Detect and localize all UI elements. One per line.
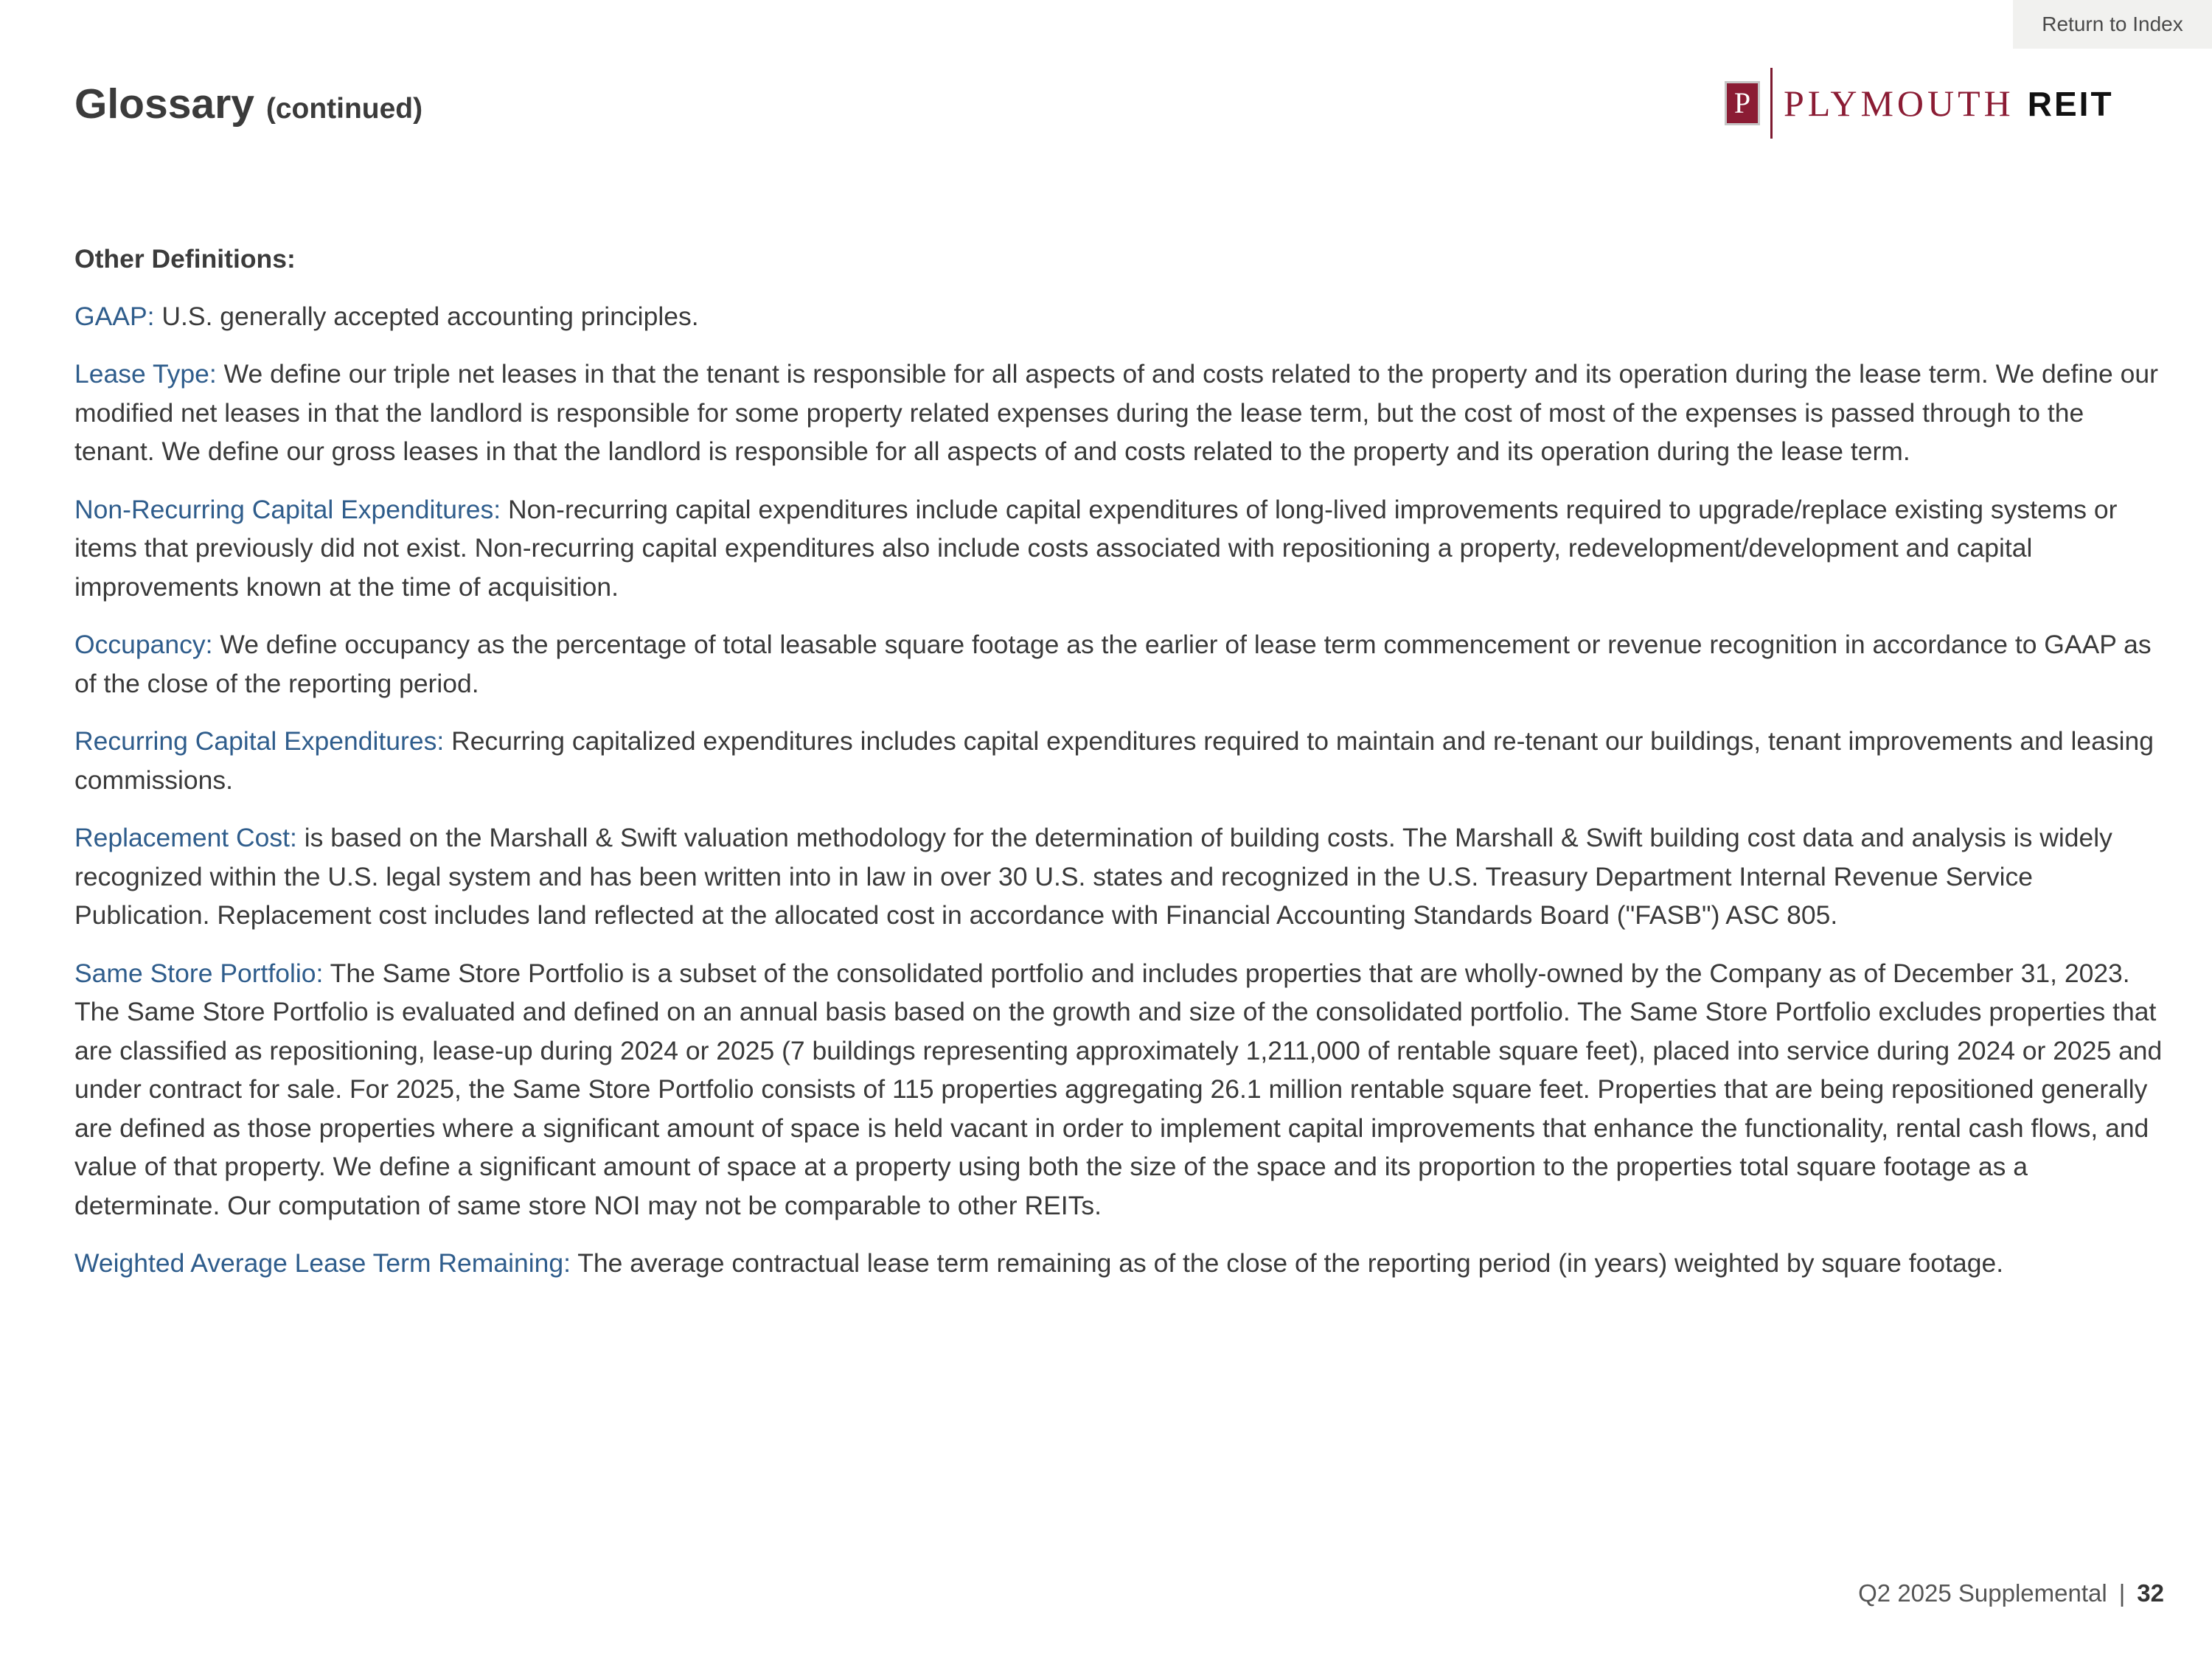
definition-text: Recurring capitalized expenditures includes capital expenditures required to maintain and re-tenant our buildings, tenant improvements and leasing commissions.: [74, 726, 2154, 795]
page-footer: [1858, 1579, 2164, 1607]
page-title-text: Glossary: [74, 80, 254, 128]
company-logo: [1722, 68, 2164, 139]
definition-text: Non-recurring capital expenditures include capital expenditures of long-lived improvements required to upgrade/replace existing systems or items that previously did not exist. Non-recurring capital expenditures also include costs associated with repositioning a property, redevelopment/development and capital improvements known at the time of acquisition.: [74, 494, 2118, 602]
definition-lease-type: [74, 355, 2168, 471]
footer-separator: |: [2118, 1579, 2126, 1607]
logo-mark-icon: P: [1725, 81, 1760, 125]
definition-walt: [74, 1244, 2168, 1283]
definition-term: Replacement Cost:: [74, 823, 297, 852]
page-title: [74, 80, 422, 128]
logo-divider: [1770, 68, 1773, 139]
definition-term: GAAP:: [74, 301, 155, 331]
definition-term: Non-Recurring Capital Expenditures:: [74, 494, 501, 524]
logo-wordmark: [1784, 81, 2114, 126]
definition-term: Lease Type:: [74, 359, 217, 389]
definition-text: We define occupancy as the percentage of total leasable square footage as the earlier of lease term commencement or revenue recognition in accordance to GAAP as of the close of the reporting period.: [74, 630, 2152, 698]
definition-replacement-cost: [74, 818, 2168, 935]
definition-term: Occupancy:: [74, 630, 213, 659]
definition-text: U.S. generally accepted accounting principles.: [161, 301, 699, 331]
glossary-content: [74, 240, 2168, 1302]
definition-gaap: [74, 297, 2168, 336]
definition-occupancy: [74, 625, 2168, 703]
definition-text: The Same Store Portfolio is a subset of the consolidated portfolio and includes properties that are wholly-owned by the Company as of December 31, 2023. The Same Store Portfolio is evaluated and defined on an annual basis based on the growth and size of the consolidated portfolio. The Same Store Portfolio excludes properties that are classified as repositioning, lease-up during 2024 or 2025 (7 buildings representing approximately 1,211,000 of rentable square feet), placed into service during 2024 or 2025 and under contract for sale. For 2025, the Same Store Portfolio consists of 115 properties aggregating 26.1 million rentable square feet. Properties that are being repositioned generally are defined as those properties where a significant amount of space is held vacant in order to implement capital improvements that enhance the functionality, rental cash flows, and value of that property. We define a significant amount of space at a property using both the size of the space and its proportion to the properties total square footage as a determinate. Our computation of same store NOI may not be comparable to other REITs.: [74, 958, 2163, 1220]
return-to-index-button[interactable]: Return to Index: [2013, 0, 2212, 49]
section-heading: Other Definitions:: [74, 244, 296, 274]
definition-same-store-portfolio: [74, 954, 2168, 1225]
footer-label: Q2 2025 Supplemental: [1858, 1579, 2107, 1607]
definition-text: The average contractual lease term remaining as of the close of the reporting period (in years) weighted by square footage.: [577, 1248, 2004, 1278]
definition-term: Same Store Portfolio:: [74, 958, 324, 988]
definition-term: Weighted Average Lease Term Remaining:: [74, 1248, 571, 1278]
definition-non-recurring-capex: [74, 490, 2168, 607]
page-number: 32: [2137, 1579, 2164, 1607]
logo-name: PLYMOUTH: [1784, 83, 2014, 124]
logo-suffix: REIT: [2027, 85, 2114, 123]
definition-recurring-capex: [74, 722, 2168, 799]
definition-term: Recurring Capital Expenditures:: [74, 726, 445, 756]
definition-text: is based on the Marshall & Swift valuation methodology for the determination of building costs. The Marshall & Swift building cost data and analysis is widely recognized within the U.S. legal system and has been written into in law in over 30 U.S. states and recognized in the U.S. Treasury Department Internal Revenue Service Publication. Replacement cost includes land reflected at the allocated cost in accordance with Financial Accounting Standards Board ("FASB") ASC 805.: [74, 823, 2112, 930]
page-subtitle: (continued): [265, 93, 423, 125]
definition-text: We define our triple net leases in that the tenant is responsible for all aspects of and costs related to the property and its operation during the lease term. We define our modified net leases in that the landlord is responsible for some property related expenses during the lease term, but the cost of most of the expenses is passed through to the tenant. We define our gross leases in that the landlord is responsible for all aspects of and costs related to the property and its operation during the lease term.: [74, 359, 2158, 466]
